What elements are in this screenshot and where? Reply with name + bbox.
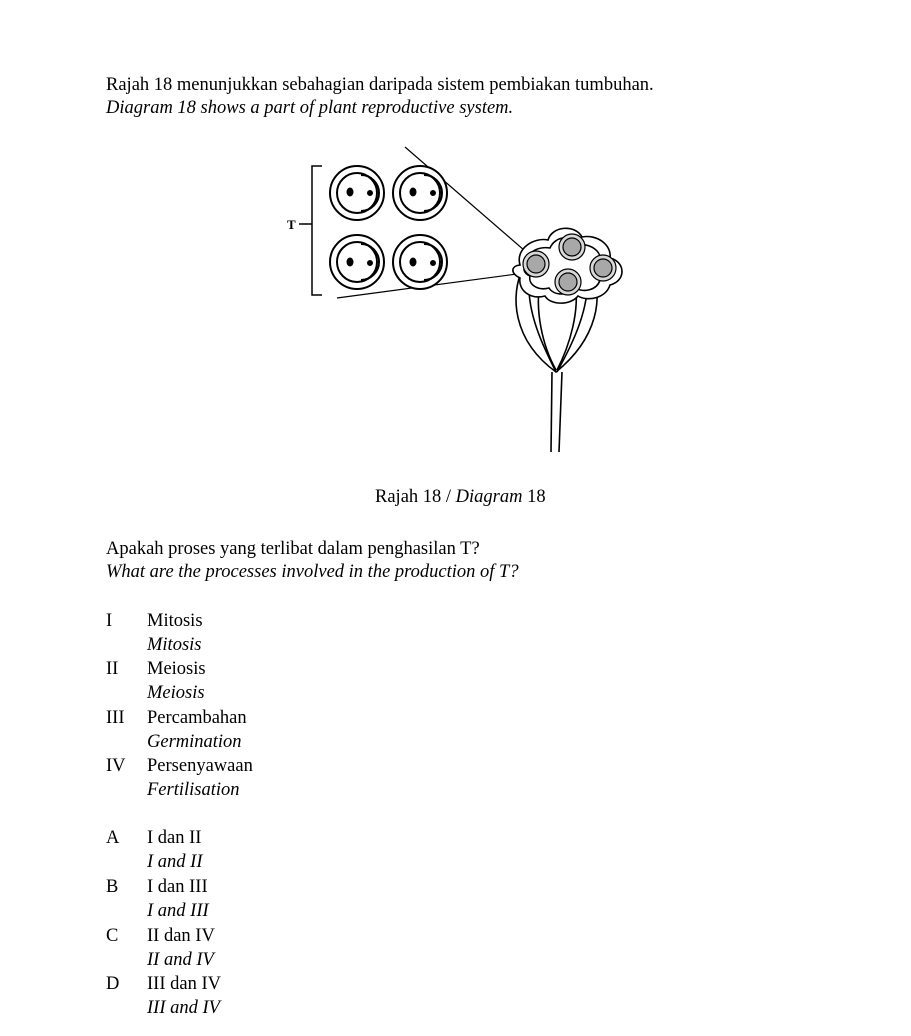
option-english: II and IV	[147, 950, 214, 970]
caption-english: Diagram	[455, 487, 523, 507]
statement-number: I	[106, 611, 113, 631]
option-letter: A	[106, 828, 120, 848]
t-bracket	[299, 166, 322, 295]
pollen-cell	[393, 235, 447, 289]
statement-english: Germination	[147, 732, 242, 752]
label-t: T	[287, 217, 296, 232]
intro-malay: Rajah 18 menunjukkan sebahagian daripada sistem pembiakan tumbuhan.	[106, 75, 654, 95]
option-english: I and III	[147, 901, 209, 921]
option-letter: D	[106, 974, 120, 994]
diagram-caption	[375, 486, 546, 508]
caption-number: 18	[527, 487, 546, 507]
statement-english: Mitosis	[147, 635, 202, 655]
statement-malay: Percambahan	[147, 708, 247, 728]
statement-number: II	[106, 659, 119, 679]
option-english: I and II	[147, 852, 203, 872]
intro-english: Diagram 18 shows a part of plant reproductive system.	[106, 98, 514, 118]
pollen-cell	[330, 166, 384, 220]
pollen-cell	[393, 166, 447, 220]
pollen-tetrad	[330, 166, 447, 289]
option-malay: I dan III	[147, 877, 208, 897]
filament	[551, 372, 552, 452]
prompt-english: What are the processes involved in the production of T?	[106, 562, 519, 582]
statement-number: IV	[106, 756, 126, 776]
statement-malay: Persenyawaan	[147, 756, 253, 776]
statement-malay: Mitosis	[147, 611, 203, 631]
option-english: III and IV	[147, 998, 220, 1018]
option-malay: III dan IV	[147, 974, 221, 994]
option-letter: C	[106, 926, 119, 946]
prompt-malay: Apakah proses yang terlibat dalam penghasilan T?	[106, 539, 480, 559]
statement-malay: Meiosis	[147, 659, 206, 679]
caption-malay: Rajah 18 /	[375, 487, 452, 507]
option-malay: II dan IV	[147, 926, 215, 946]
pollen-cell	[330, 235, 384, 289]
statement-english: Fertilisation	[147, 780, 240, 800]
statement-number: III	[106, 708, 125, 728]
statement-english: Meiosis	[147, 683, 205, 703]
option-letter: B	[106, 877, 119, 897]
option-malay: I dan II	[147, 828, 202, 848]
